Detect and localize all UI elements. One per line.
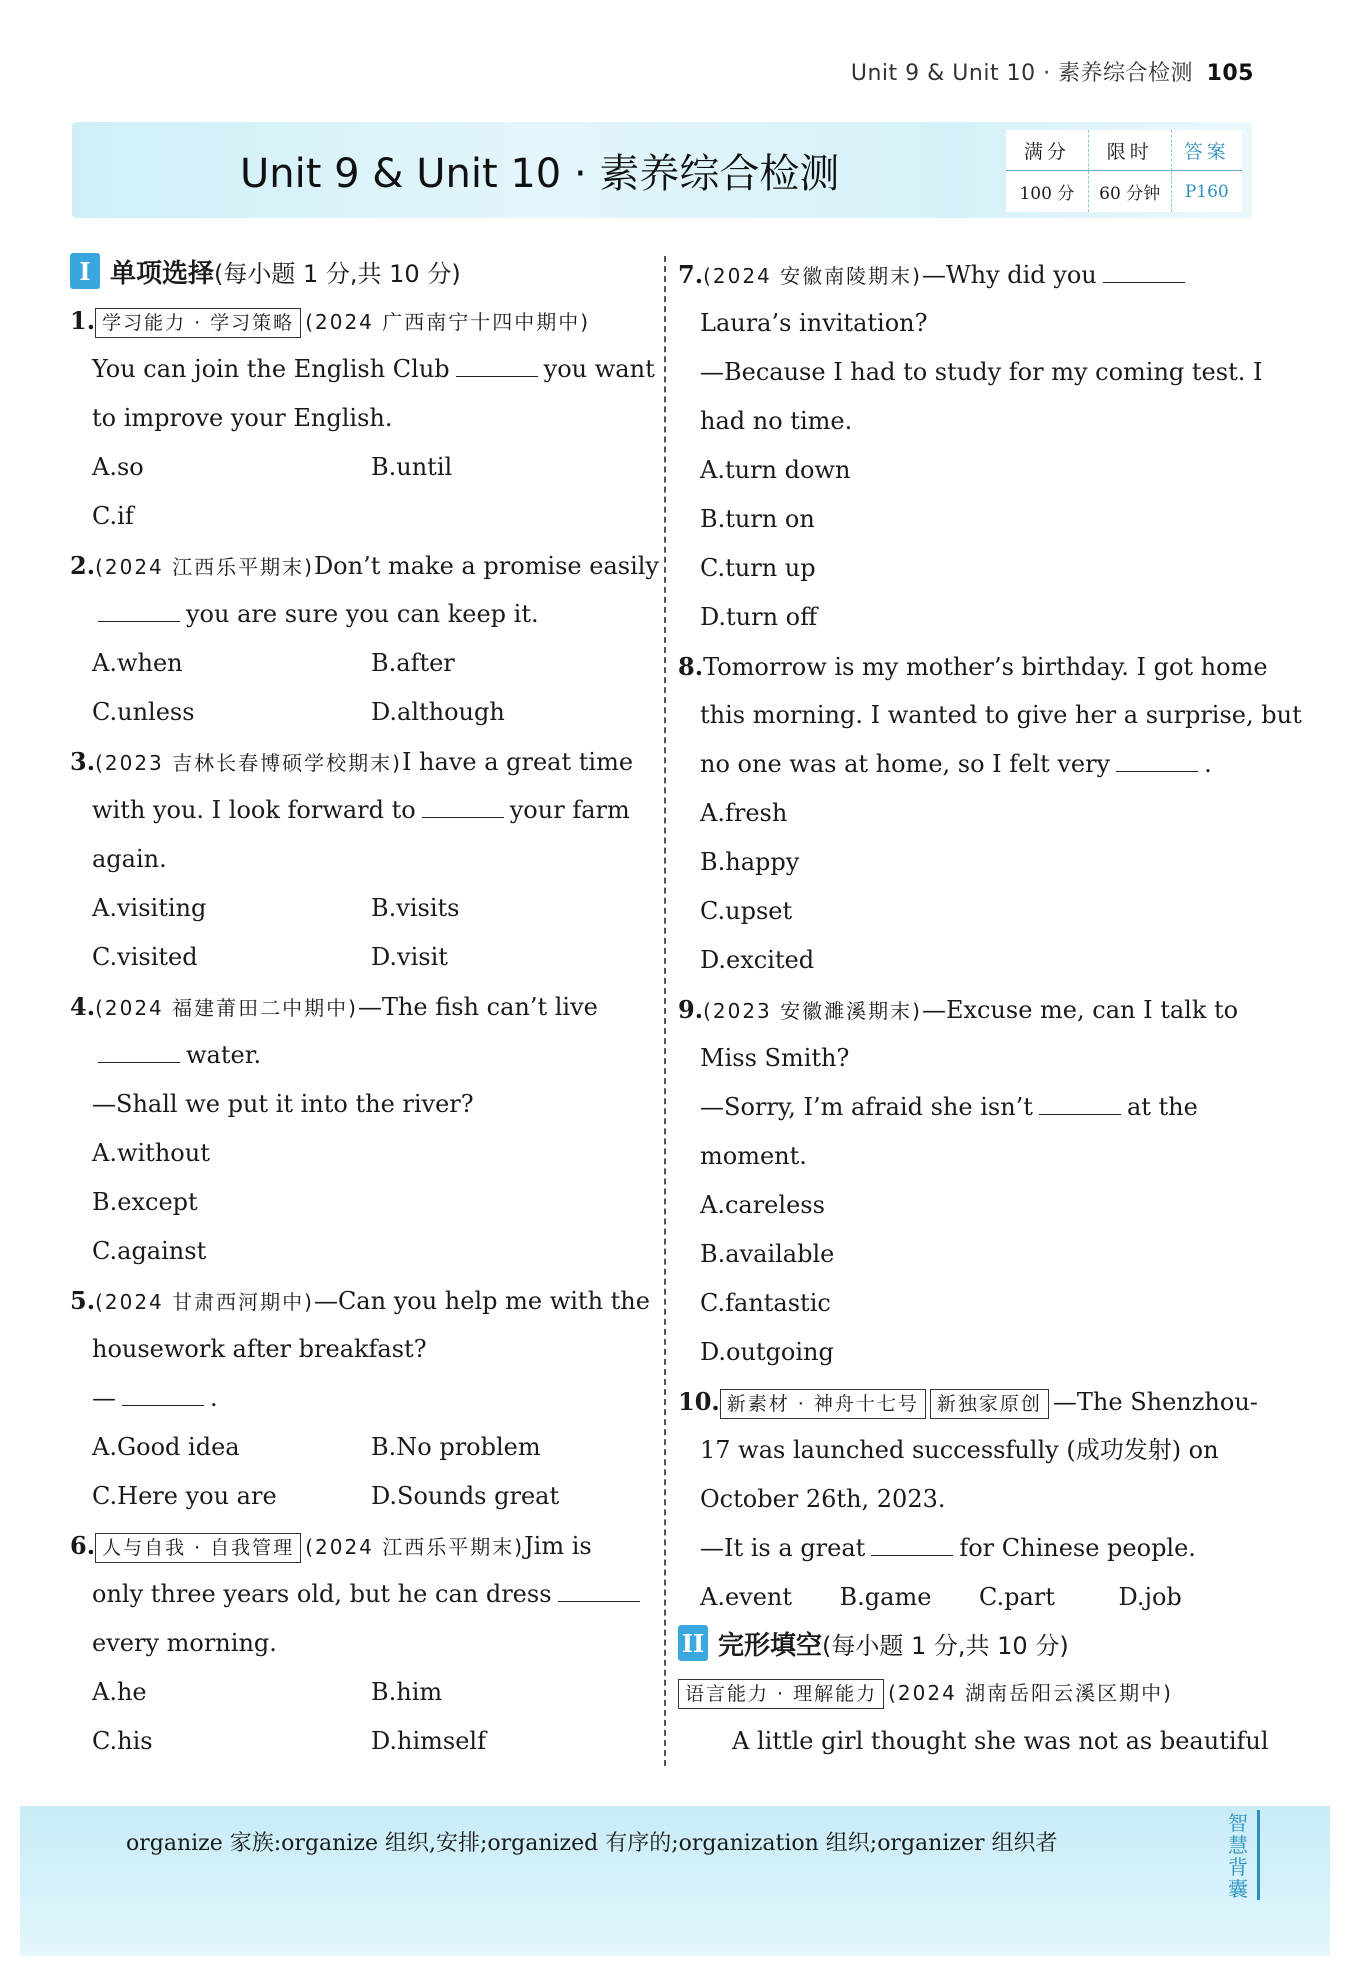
q6-line3: every morning.	[92, 1629, 277, 1657]
q9-line3b: at the	[1126, 1093, 1198, 1121]
question-5	[70, 1276, 650, 1521]
time-label: 限时	[1089, 130, 1172, 171]
q2-option-b: B.after	[371, 649, 455, 677]
q10-option-a: A.event	[700, 1583, 793, 1611]
q6-line2: only three years old, but he can dress	[92, 1580, 552, 1608]
q3-line3: again.	[92, 845, 167, 873]
q1-line1a: You can join the English Club	[92, 355, 450, 383]
q2-option-d: D.although	[371, 698, 505, 726]
q8-option-b: B.happy	[700, 848, 800, 876]
q2-line2: you are sure you can keep it.	[186, 600, 539, 628]
q7-option-c: C.turn up	[700, 554, 816, 582]
question-4	[70, 982, 650, 1276]
question-6	[70, 1521, 650, 1766]
section-1-title: 单项选择	[110, 258, 215, 289]
q5-blank	[122, 1381, 204, 1406]
q6-option-b: B.him	[371, 1678, 443, 1706]
section-1-heading	[70, 250, 650, 292]
section-2-tag: 语言能力 · 理解能力	[678, 1679, 884, 1709]
q7-blank	[1103, 258, 1185, 283]
q7-line3: —Because I had to study for my coming test. I	[700, 358, 1263, 386]
running-header	[851, 56, 1254, 87]
q1-option-a: A.so	[92, 453, 144, 481]
footer-vocab: organize 家族:organize 组织,安排;organized 有序的;organization 组织;organizer 组织者	[126, 1831, 1058, 1856]
q10-number: 10.	[678, 1387, 720, 1416]
q10-tag-1: 新素材 · 神舟十七号	[720, 1389, 926, 1419]
q3-line1: I have a great time	[401, 748, 634, 776]
q2-line1: Don’t make a promise easily	[313, 552, 659, 580]
q10-option-c: C.part	[979, 1583, 1055, 1611]
q3-blank	[422, 793, 504, 818]
q8-line3a: no one was at home, so I felt very	[700, 750, 1111, 778]
q4-line2: water.	[186, 1041, 262, 1069]
q4-source: (2024 福建莆田二中期中)	[95, 996, 358, 1020]
q4-number: 4.	[70, 992, 96, 1021]
q7-source: (2024 安徽南陵期末)	[703, 264, 922, 288]
q3-option-d: D.visit	[371, 943, 448, 971]
score-box	[1006, 130, 1242, 212]
q8-line3b: .	[1204, 750, 1212, 778]
section-2-heading	[678, 1622, 1258, 1664]
column-divider	[664, 256, 666, 1766]
q7-option-b: B.turn on	[700, 505, 815, 533]
q5-option-a: A.Good idea	[92, 1433, 240, 1461]
q6-option-c: C.his	[92, 1727, 153, 1755]
q1-source: (2024 广西南宁十四中期中)	[305, 310, 591, 334]
q5-period: .	[210, 1384, 218, 1412]
q9-blank	[1039, 1090, 1121, 1115]
q6-tag: 人与自我 · 自我管理	[95, 1533, 301, 1563]
left-column	[70, 250, 659, 1766]
q9-line4: moment.	[700, 1142, 807, 1170]
q6-option-a: A.he	[92, 1678, 147, 1706]
q9-line1: —Excuse me, can I talk to	[921, 996, 1239, 1024]
q5-line1: —Can you help me with the	[313, 1287, 650, 1315]
q5-option-b: B.No problem	[371, 1433, 541, 1461]
right-column	[678, 250, 1302, 1766]
q5-option-d: D.Sounds great	[371, 1482, 560, 1510]
footer-side-label: 智慧背囊	[1228, 1811, 1248, 1901]
q6-blank	[558, 1577, 640, 1602]
q1-option-c: C.if	[92, 502, 134, 530]
section-1-numeral: I	[70, 253, 100, 289]
q7-option-d: D.turn off	[700, 603, 818, 631]
section-1-subtitle: (每小题 1 分,共 10 分)	[214, 259, 461, 288]
q7-line4: had no time.	[700, 407, 853, 435]
question-10	[678, 1377, 1258, 1622]
question-8	[678, 642, 1302, 985]
section-2-numeral: II	[678, 1625, 708, 1661]
q4-line1: —The fish can’t live	[357, 993, 598, 1021]
page-number: 105	[1206, 61, 1254, 86]
q9-option-a: A.careless	[700, 1191, 825, 1219]
section-2-title: 完形填空	[718, 1630, 823, 1661]
running-title: Unit 9 & Unit 10 · 素养综合检测	[850, 61, 1194, 86]
q3-source: (2023 吉林长春博硕学校期末)	[95, 751, 402, 775]
time-value: 60 分钟	[1089, 171, 1172, 212]
q10-line3: October 26th, 2023.	[700, 1485, 946, 1513]
q8-number: 8.	[678, 652, 704, 681]
q9-number: 9.	[678, 995, 704, 1024]
q7-line2: Laura’s invitation?	[700, 309, 928, 337]
q7-line1: —Why did you	[921, 261, 1097, 289]
q10-option-d: D.job	[1118, 1583, 1182, 1611]
answer-page: P160	[1184, 181, 1229, 202]
q1-line2: to improve your English.	[92, 404, 393, 432]
q10-line2: 17 was launched successfully (成功发射) on	[700, 1436, 1219, 1464]
q1-option-b: B.until	[371, 453, 453, 481]
q1-tag: 学习能力 · 学习策略	[95, 308, 301, 338]
answer-label: 答案	[1172, 130, 1242, 171]
q2-blank	[98, 597, 180, 622]
footer-rule	[1257, 1810, 1260, 1900]
q4-line3: —Shall we put it into the river?	[92, 1090, 474, 1118]
q7-option-a: A.turn down	[700, 456, 851, 484]
footer-band	[20, 1806, 1330, 1956]
q5-source: (2024 甘肃西河期中)	[95, 1290, 314, 1314]
score-label: 满分	[1006, 130, 1089, 171]
page-title: Unit 9 & Unit 10 · 素养综合检测	[240, 151, 840, 197]
q4-option-c: C.against	[92, 1237, 207, 1265]
q9-source: (2023 安徽濉溪期末)	[703, 999, 922, 1023]
question-3	[70, 737, 650, 982]
q10-tag-2: 新独家原创	[930, 1389, 1049, 1419]
q8-option-a: A.fresh	[700, 799, 788, 827]
q2-option-a: A.when	[92, 649, 183, 677]
q2-option-c: C.unless	[92, 698, 195, 726]
q6-line1: Jim is	[524, 1532, 592, 1560]
q8-option-d: D.excited	[700, 946, 815, 974]
q3-number: 3.	[70, 747, 96, 776]
q4-blank	[98, 1038, 180, 1063]
q9-line3a: —Sorry, I’m afraid she isn’t	[700, 1093, 1033, 1121]
q1-line1b: you want	[543, 355, 655, 383]
q6-source: (2024 江西乐平期末)	[305, 1535, 525, 1559]
q10-line1: —The Shenzhou-	[1052, 1388, 1258, 1416]
q10-line4b: for Chinese people.	[959, 1534, 1196, 1562]
q10-blank	[871, 1531, 953, 1556]
q4-option-b: B.except	[92, 1188, 198, 1216]
q8-line2: this morning. I wanted to give her a surprise, but	[700, 701, 1302, 729]
q6-option-d: D.himself	[371, 1727, 486, 1755]
section-2-source: (2024 湖南岳阳云溪区期中)	[888, 1681, 1173, 1705]
question-2	[70, 541, 659, 737]
q10-line4a: —It is a great	[700, 1534, 866, 1562]
section-2-subtitle: (每小题 1 分,共 10 分)	[822, 1631, 1069, 1660]
title-banner	[72, 122, 1252, 218]
section-2-passage: A little girl thought she was not as beautiful	[732, 1727, 1269, 1755]
q5-number: 5.	[70, 1286, 96, 1315]
q9-option-b: B.available	[700, 1240, 835, 1268]
q3-line2a: with you. I look forward to	[92, 796, 416, 824]
q4-option-a: A.without	[92, 1139, 210, 1167]
question-7	[678, 250, 1263, 642]
q6-number: 6.	[70, 1531, 96, 1560]
q9-line2: Miss Smith?	[700, 1044, 850, 1072]
q1-number: 1.	[70, 306, 96, 335]
q3-option-a: A.visiting	[92, 894, 207, 922]
q2-source: (2024 江西乐平期末)	[95, 555, 314, 579]
question-9	[678, 985, 1258, 1377]
q8-option-c: C.upset	[700, 897, 793, 925]
q5-line2: housework after breakfast?	[92, 1335, 427, 1363]
q8-line1: Tomorrow is my mother’s birthday. I got home	[703, 653, 1268, 681]
q3-line2b: your farm	[509, 796, 630, 824]
q8-blank	[1116, 747, 1198, 772]
q3-option-b: B.visits	[371, 894, 460, 922]
q10-option-b: B.game	[839, 1583, 932, 1611]
q5-option-c: C.Here you are	[92, 1482, 277, 1510]
score-value: 100 分	[1006, 171, 1089, 212]
q1-blank	[456, 352, 538, 377]
q9-option-d: D.outgoing	[700, 1338, 834, 1366]
q2-number: 2.	[70, 551, 96, 580]
q9-option-c: C.fantastic	[700, 1289, 831, 1317]
question-1	[70, 296, 655, 541]
q3-option-c: C.visited	[92, 943, 198, 971]
q5-dash: —	[92, 1384, 116, 1412]
q7-number: 7.	[678, 260, 704, 289]
